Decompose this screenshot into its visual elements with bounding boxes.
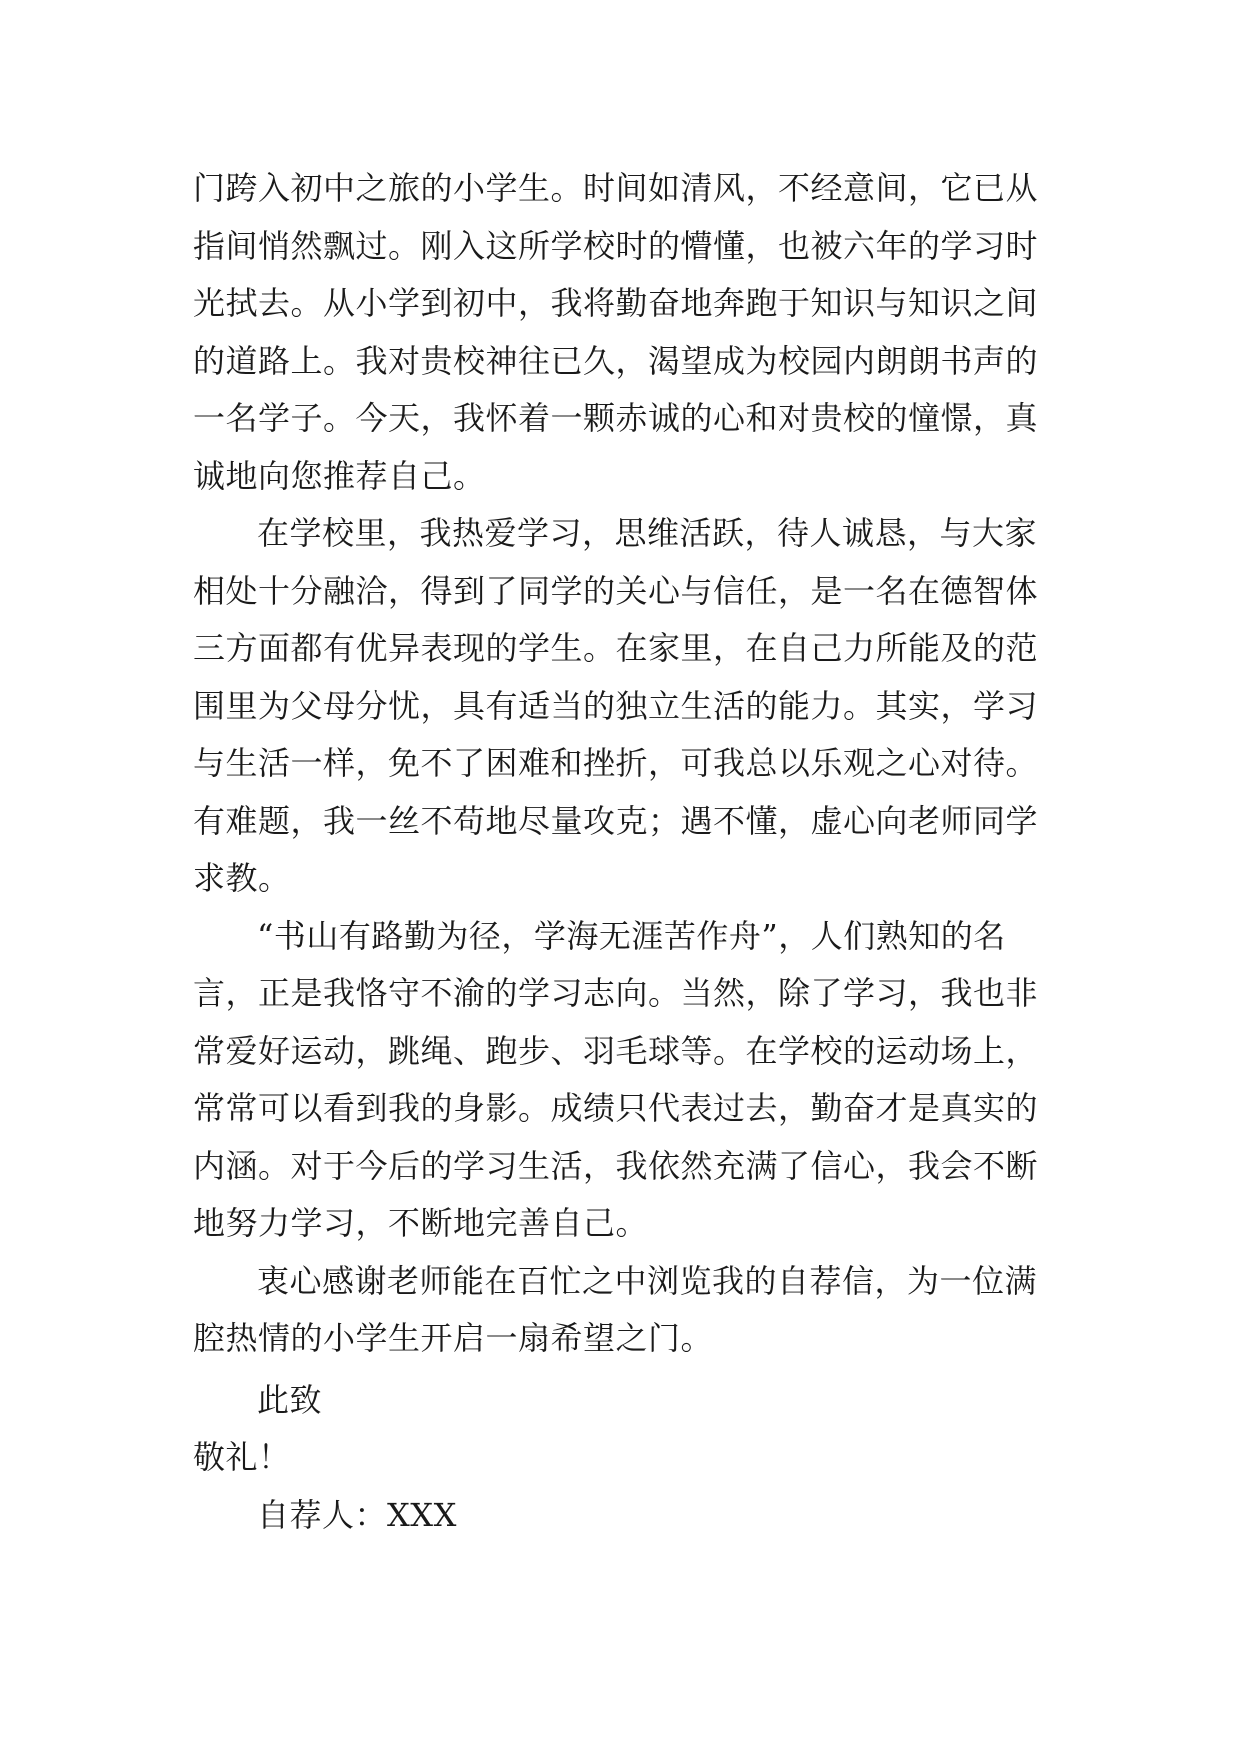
paragraph-4: [193, 1253, 1073, 1368]
text-line: 光拭去。从小学到初中，我将勤奋地奔跑于知识与知识之间: [193, 284, 1039, 322]
text-line: 常爱好运动，跳绳、跑步、羽毛球等。在学校的运动场上，: [193, 1031, 1039, 1070]
text-line: 地努力学习，不断地完善自己。: [193, 1204, 649, 1242]
text-line: 腔热情的小学生开启一扇希望之门。: [193, 1319, 714, 1357]
closing-salutation: 此致: [257, 1380, 323, 1419]
text-line: 内涵。对于今后的学习生活，我依然充满了信心，我会不断: [193, 1146, 1039, 1185]
text-line: 门跨入初中之旅的小学生。时间如清风，不经意间，它已从: [193, 169, 1039, 207]
text-line: 常常可以看到我的身影。成绩只代表过去，勤奋才是真实的: [193, 1089, 1039, 1127]
text-line: 的道路上。我对贵校神往已久，渴望成为校园内朗朗书声的: [193, 341, 1039, 380]
text-line: 言，正是我恪守不渝的学习志向。当然，除了学习，我也非: [193, 974, 1039, 1012]
paragraph-2: [193, 505, 1073, 908]
text-line: 围里为父母分忧，具有适当的独立生活的能力。其实，学习: [193, 686, 1039, 725]
text-line: “书山有路勤为径，学海无涯苦作舟”，人们熟知的名: [257, 916, 1006, 955]
paragraph-3: [193, 908, 1073, 1253]
signature: 自荐人：XXX: [257, 1495, 457, 1534]
text-line: 在学校里，我热爱学习，思维活跃，待人诚恳，与大家: [257, 514, 1038, 552]
text-line: 三方面都有优异表现的学生。在家里，在自己力所能及的范: [193, 629, 1039, 667]
text-line: 求教。: [193, 859, 291, 897]
text-line: 一名学子。今天，我怀着一颗赤诚的心和对贵校的憧憬，真: [193, 399, 1039, 437]
text-line: 诚地向您推荐自己。: [193, 456, 486, 495]
text-line: 与生活一样，免不了困难和挫折，可我总以乐观之心对待。: [193, 744, 1039, 782]
text-line: 有难题，我一丝不苟地尽量攻克；遇不懂，虚心向老师同学: [193, 801, 1039, 840]
letter-body: [193, 160, 1073, 1544]
paragraph-1: [193, 160, 1073, 505]
text-line: 指间悄然飘过。刚入这所学校时的懵懂，也被六年的学习时: [193, 226, 1039, 265]
letter-closing: [193, 1372, 1073, 1545]
text-line: 衷心感谢老师能在百忙之中浏览我的自荐信，为一位满: [257, 1261, 1038, 1300]
closing-regards: 敬礼！: [193, 1438, 291, 1476]
text-line: 相处十分融洽，得到了同学的关心与信任，是一名在德智体: [193, 571, 1039, 610]
